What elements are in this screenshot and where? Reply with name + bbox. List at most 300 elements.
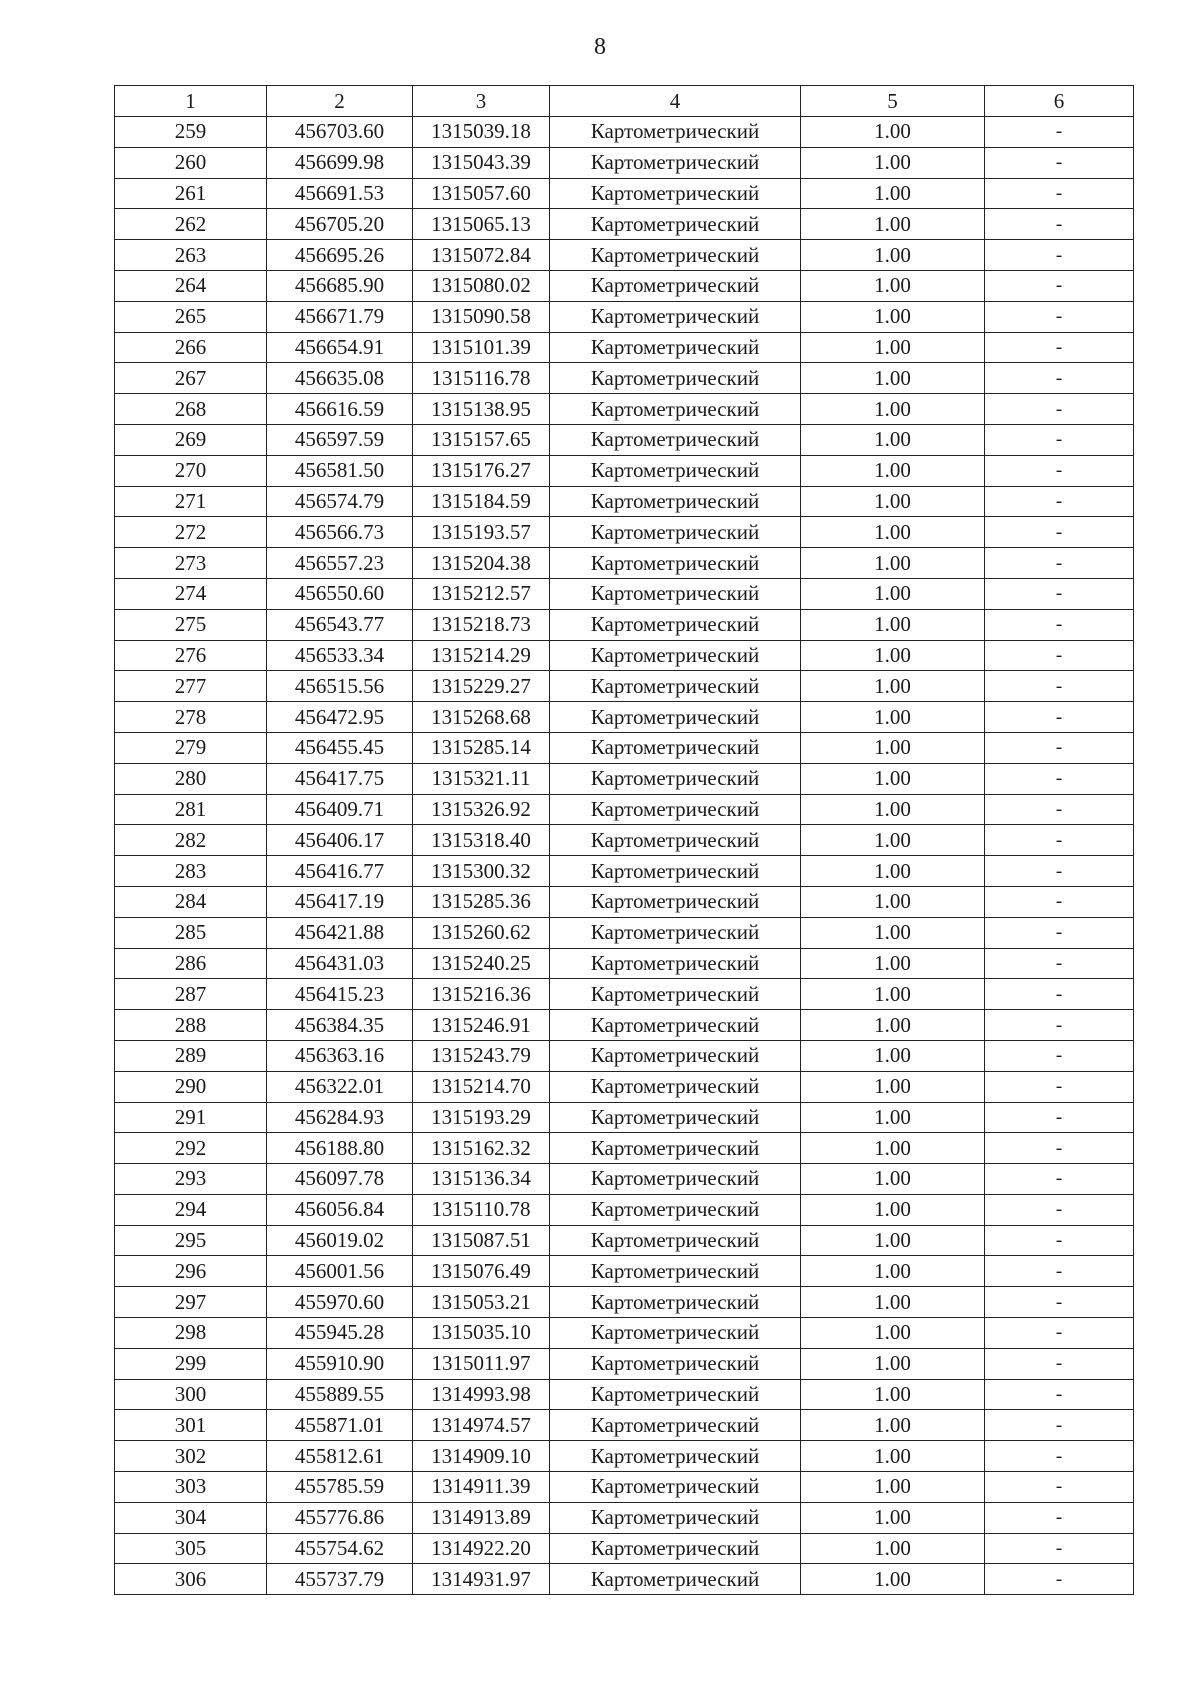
x-coordinate-cell: 456671.79 (267, 301, 413, 332)
point-number-cell: 302 (115, 1441, 267, 1472)
extra-cell: - (985, 240, 1134, 271)
method-cell: Картометрический (550, 1564, 801, 1595)
x-coordinate-cell: 455785.59 (267, 1472, 413, 1503)
point-number-cell: 281 (115, 794, 267, 825)
accuracy-cell: 1.00 (801, 1502, 985, 1533)
table-row (115, 424, 1134, 455)
extra-cell: - (985, 301, 1134, 332)
x-coordinate-cell: 456635.08 (267, 363, 413, 394)
table-row (115, 1225, 1134, 1256)
accuracy-cell: 1.00 (801, 886, 985, 917)
method-cell: Картометрический (550, 671, 801, 702)
accuracy-cell: 1.00 (801, 548, 985, 579)
accuracy-cell: 1.00 (801, 1564, 985, 1595)
method-cell: Картометрический (550, 1010, 801, 1041)
extra-cell: - (985, 1040, 1134, 1071)
table-row (115, 702, 1134, 733)
x-coordinate-cell: 456685.90 (267, 270, 413, 301)
y-coordinate-cell: 1315321.11 (413, 763, 550, 794)
extra-cell: - (985, 363, 1134, 394)
accuracy-cell: 1.00 (801, 117, 985, 148)
x-coordinate-cell: 456691.53 (267, 178, 413, 209)
table-row (115, 979, 1134, 1010)
extra-cell: - (985, 1194, 1134, 1225)
y-coordinate-cell: 1314922.20 (413, 1533, 550, 1564)
extra-cell: - (985, 671, 1134, 702)
y-coordinate-cell: 1315176.27 (413, 455, 550, 486)
extra-cell: - (985, 1348, 1134, 1379)
method-cell: Картометрический (550, 301, 801, 332)
accuracy-cell: 1.00 (801, 794, 985, 825)
y-coordinate-cell: 1315116.78 (413, 363, 550, 394)
point-number-cell: 296 (115, 1256, 267, 1287)
method-cell: Картометрический (550, 640, 801, 671)
x-coordinate-cell: 455812.61 (267, 1441, 413, 1472)
accuracy-cell: 1.00 (801, 270, 985, 301)
y-coordinate-cell: 1315043.39 (413, 147, 550, 178)
x-coordinate-cell: 456557.23 (267, 548, 413, 579)
table-row (115, 886, 1134, 917)
y-coordinate-cell: 1315076.49 (413, 1256, 550, 1287)
table-row (115, 1010, 1134, 1041)
table-row (115, 1379, 1134, 1410)
method-cell: Картометрический (550, 1040, 801, 1071)
x-coordinate-cell: 456705.20 (267, 209, 413, 240)
accuracy-cell: 1.00 (801, 702, 985, 733)
method-cell: Картометрический (550, 1102, 801, 1133)
table-body (115, 86, 1134, 1595)
table-row (115, 825, 1134, 856)
table-row (115, 917, 1134, 948)
x-coordinate-cell: 455754.62 (267, 1533, 413, 1564)
method-cell: Картометрический (550, 917, 801, 948)
point-number-cell: 303 (115, 1472, 267, 1503)
point-number-cell: 305 (115, 1533, 267, 1564)
x-coordinate-cell: 456406.17 (267, 825, 413, 856)
accuracy-cell: 1.00 (801, 578, 985, 609)
accuracy-cell: 1.00 (801, 455, 985, 486)
point-number-cell: 262 (115, 209, 267, 240)
accuracy-cell: 1.00 (801, 732, 985, 763)
method-cell: Картометрический (550, 1164, 801, 1195)
extra-cell: - (985, 1287, 1134, 1318)
table-row (115, 178, 1134, 209)
table-row (115, 763, 1134, 794)
point-number-cell: 292 (115, 1133, 267, 1164)
point-number-cell: 301 (115, 1410, 267, 1441)
y-coordinate-cell: 1315218.73 (413, 609, 550, 640)
extra-cell: - (985, 424, 1134, 455)
extra-cell: - (985, 609, 1134, 640)
table-row (115, 794, 1134, 825)
y-coordinate-cell: 1315285.14 (413, 732, 550, 763)
x-coordinate-cell: 455889.55 (267, 1379, 413, 1410)
point-number-cell: 266 (115, 332, 267, 363)
point-number-cell: 279 (115, 732, 267, 763)
accuracy-cell: 1.00 (801, 1225, 985, 1256)
method-cell: Картометрический (550, 1071, 801, 1102)
method-cell: Картометрический (550, 1410, 801, 1441)
y-coordinate-cell: 1315184.59 (413, 486, 550, 517)
x-coordinate-cell: 456001.56 (267, 1256, 413, 1287)
x-coordinate-cell: 456533.34 (267, 640, 413, 671)
accuracy-cell: 1.00 (801, 609, 985, 640)
accuracy-cell: 1.00 (801, 917, 985, 948)
x-coordinate-cell: 456409.71 (267, 794, 413, 825)
point-number-cell: 283 (115, 856, 267, 887)
x-coordinate-cell: 456581.50 (267, 455, 413, 486)
extra-cell: - (985, 117, 1134, 148)
x-coordinate-cell: 456574.79 (267, 486, 413, 517)
table-row (115, 1533, 1134, 1564)
y-coordinate-cell: 1315053.21 (413, 1287, 550, 1318)
method-cell: Картометрический (550, 209, 801, 240)
extra-cell: - (985, 1410, 1134, 1441)
x-coordinate-cell: 456188.80 (267, 1133, 413, 1164)
extra-cell: - (985, 1564, 1134, 1595)
method-cell: Картометрический (550, 763, 801, 794)
table-row (115, 1071, 1134, 1102)
extra-cell: - (985, 178, 1134, 209)
x-coordinate-cell: 456384.35 (267, 1010, 413, 1041)
accuracy-cell: 1.00 (801, 1379, 985, 1410)
point-number-cell: 270 (115, 455, 267, 486)
table-row (115, 1256, 1134, 1287)
table-row (115, 332, 1134, 363)
x-coordinate-cell: 456417.19 (267, 886, 413, 917)
coordinates-table (114, 85, 1134, 1595)
accuracy-cell: 1.00 (801, 1010, 985, 1041)
point-number-cell: 294 (115, 1194, 267, 1225)
extra-cell: - (985, 886, 1134, 917)
point-number-cell: 278 (115, 702, 267, 733)
y-coordinate-cell: 1315193.29 (413, 1102, 550, 1133)
extra-cell: - (985, 1441, 1134, 1472)
x-coordinate-cell: 456699.98 (267, 147, 413, 178)
table-row (115, 301, 1134, 332)
method-cell: Картометрический (550, 732, 801, 763)
accuracy-cell: 1.00 (801, 948, 985, 979)
accuracy-cell: 1.00 (801, 424, 985, 455)
y-coordinate-cell: 1315318.40 (413, 825, 550, 856)
point-number-cell: 269 (115, 424, 267, 455)
table-row (115, 1410, 1134, 1441)
extra-cell: - (985, 394, 1134, 425)
y-coordinate-cell: 1315204.38 (413, 548, 550, 579)
x-coordinate-cell: 456566.73 (267, 517, 413, 548)
accuracy-cell: 1.00 (801, 856, 985, 887)
accuracy-cell: 1.00 (801, 363, 985, 394)
x-coordinate-cell: 456515.56 (267, 671, 413, 702)
y-coordinate-cell: 1315057.60 (413, 178, 550, 209)
table-row (115, 486, 1134, 517)
y-coordinate-cell: 1315229.27 (413, 671, 550, 702)
method-cell: Картометрический (550, 332, 801, 363)
point-number-cell: 290 (115, 1071, 267, 1102)
accuracy-cell: 1.00 (801, 517, 985, 548)
x-coordinate-cell: 456417.75 (267, 763, 413, 794)
point-number-cell: 272 (115, 517, 267, 548)
x-coordinate-cell: 456415.23 (267, 979, 413, 1010)
x-coordinate-cell: 456654.91 (267, 332, 413, 363)
accuracy-cell: 1.00 (801, 1071, 985, 1102)
accuracy-cell: 1.00 (801, 1164, 985, 1195)
table-row (115, 1102, 1134, 1133)
table-header-row (115, 86, 1134, 117)
table-row (115, 117, 1134, 148)
method-cell: Картометрический (550, 856, 801, 887)
table-row (115, 147, 1134, 178)
accuracy-cell: 1.00 (801, 486, 985, 517)
point-number-cell: 298 (115, 1318, 267, 1349)
point-number-cell: 285 (115, 917, 267, 948)
x-coordinate-cell: 456597.59 (267, 424, 413, 455)
extra-cell: - (985, 486, 1134, 517)
point-number-cell: 267 (115, 363, 267, 394)
x-coordinate-cell: 456543.77 (267, 609, 413, 640)
extra-cell: - (985, 1164, 1134, 1195)
table-row (115, 671, 1134, 702)
y-coordinate-cell: 1315285.36 (413, 886, 550, 917)
point-number-cell: 260 (115, 147, 267, 178)
method-cell: Картометрический (550, 1533, 801, 1564)
x-coordinate-cell: 456363.16 (267, 1040, 413, 1071)
method-cell: Картометрический (550, 702, 801, 733)
point-number-cell: 268 (115, 394, 267, 425)
method-cell: Картометрический (550, 1194, 801, 1225)
y-coordinate-cell: 1315138.95 (413, 394, 550, 425)
y-coordinate-cell: 1315246.91 (413, 1010, 550, 1041)
extra-cell: - (985, 856, 1134, 887)
accuracy-cell: 1.00 (801, 1194, 985, 1225)
method-cell: Картометрический (550, 363, 801, 394)
y-coordinate-cell: 1315260.62 (413, 917, 550, 948)
y-coordinate-cell: 1315087.51 (413, 1225, 550, 1256)
table-row (115, 548, 1134, 579)
y-coordinate-cell: 1315136.34 (413, 1164, 550, 1195)
accuracy-cell: 1.00 (801, 178, 985, 209)
table-row (115, 1564, 1134, 1595)
point-number-cell: 261 (115, 178, 267, 209)
point-number-cell: 293 (115, 1164, 267, 1195)
x-coordinate-cell: 456550.60 (267, 578, 413, 609)
x-coordinate-cell: 456421.88 (267, 917, 413, 948)
x-coordinate-cell: 456322.01 (267, 1071, 413, 1102)
table-row (115, 1287, 1134, 1318)
accuracy-cell: 1.00 (801, 394, 985, 425)
method-cell: Картометрический (550, 1472, 801, 1503)
column-header: 3 (413, 86, 550, 117)
accuracy-cell: 1.00 (801, 979, 985, 1010)
accuracy-cell: 1.00 (801, 1102, 985, 1133)
table-row (115, 240, 1134, 271)
extra-cell: - (985, 763, 1134, 794)
x-coordinate-cell: 456616.59 (267, 394, 413, 425)
accuracy-cell: 1.00 (801, 301, 985, 332)
accuracy-cell: 1.00 (801, 825, 985, 856)
point-number-cell: 297 (115, 1287, 267, 1318)
method-cell: Картометрический (550, 794, 801, 825)
x-coordinate-cell: 456019.02 (267, 1225, 413, 1256)
y-coordinate-cell: 1315072.84 (413, 240, 550, 271)
table-row (115, 1194, 1134, 1225)
table-row (115, 1472, 1134, 1503)
extra-cell: - (985, 1133, 1134, 1164)
table-row (115, 578, 1134, 609)
extra-cell: - (985, 1225, 1134, 1256)
extra-cell: - (985, 209, 1134, 240)
y-coordinate-cell: 1315193.57 (413, 517, 550, 548)
point-number-cell: 284 (115, 886, 267, 917)
accuracy-cell: 1.00 (801, 1287, 985, 1318)
x-coordinate-cell: 455910.90 (267, 1348, 413, 1379)
accuracy-cell: 1.00 (801, 1133, 985, 1164)
y-coordinate-cell: 1315065.13 (413, 209, 550, 240)
extra-cell: - (985, 270, 1134, 301)
table-row (115, 1040, 1134, 1071)
column-header: 5 (801, 86, 985, 117)
accuracy-cell: 1.00 (801, 240, 985, 271)
method-cell: Картометрический (550, 147, 801, 178)
extra-cell: - (985, 455, 1134, 486)
y-coordinate-cell: 1315212.57 (413, 578, 550, 609)
point-number-cell: 291 (115, 1102, 267, 1133)
table-row (115, 517, 1134, 548)
point-number-cell: 276 (115, 640, 267, 671)
column-header: 1 (115, 86, 267, 117)
x-coordinate-cell: 455970.60 (267, 1287, 413, 1318)
table-row (115, 394, 1134, 425)
point-number-cell: 259 (115, 117, 267, 148)
extra-cell: - (985, 1502, 1134, 1533)
extra-cell: - (985, 979, 1134, 1010)
method-cell: Картометрический (550, 1502, 801, 1533)
point-number-cell: 304 (115, 1502, 267, 1533)
method-cell: Картометрический (550, 455, 801, 486)
method-cell: Картометрический (550, 578, 801, 609)
extra-cell: - (985, 825, 1134, 856)
accuracy-cell: 1.00 (801, 1441, 985, 1472)
y-coordinate-cell: 1314911.39 (413, 1472, 550, 1503)
point-number-cell: 288 (115, 1010, 267, 1041)
extra-cell: - (985, 517, 1134, 548)
point-number-cell: 264 (115, 270, 267, 301)
table-row (115, 732, 1134, 763)
point-number-cell: 289 (115, 1040, 267, 1071)
accuracy-cell: 1.00 (801, 1318, 985, 1349)
method-cell: Картометрический (550, 886, 801, 917)
method-cell: Картометрический (550, 1133, 801, 1164)
column-header: 2 (267, 86, 413, 117)
method-cell: Картометрический (550, 1318, 801, 1349)
y-coordinate-cell: 1315101.39 (413, 332, 550, 363)
y-coordinate-cell: 1315326.92 (413, 794, 550, 825)
table-row (115, 640, 1134, 671)
point-number-cell: 286 (115, 948, 267, 979)
point-number-cell: 280 (115, 763, 267, 794)
method-cell: Картометрический (550, 609, 801, 640)
y-coordinate-cell: 1315035.10 (413, 1318, 550, 1349)
method-cell: Картометрический (550, 117, 801, 148)
y-coordinate-cell: 1315214.70 (413, 1071, 550, 1102)
x-coordinate-cell: 455776.86 (267, 1502, 413, 1533)
column-header: 4 (550, 86, 801, 117)
y-coordinate-cell: 1315090.58 (413, 301, 550, 332)
y-coordinate-cell: 1315011.97 (413, 1348, 550, 1379)
extra-cell: - (985, 702, 1134, 733)
accuracy-cell: 1.00 (801, 640, 985, 671)
table-row (115, 1502, 1134, 1533)
y-coordinate-cell: 1315110.78 (413, 1194, 550, 1225)
point-number-cell: 300 (115, 1379, 267, 1410)
method-cell: Картометрический (550, 825, 801, 856)
method-cell: Картометрический (550, 948, 801, 979)
table-row (115, 1348, 1134, 1379)
method-cell: Картометрический (550, 486, 801, 517)
method-cell: Картометрический (550, 240, 801, 271)
method-cell: Картометрический (550, 1225, 801, 1256)
table-row (115, 1318, 1134, 1349)
extra-cell: - (985, 1379, 1134, 1410)
x-coordinate-cell: 456056.84 (267, 1194, 413, 1225)
point-number-cell: 273 (115, 548, 267, 579)
method-cell: Картометрический (550, 1256, 801, 1287)
table-row (115, 609, 1134, 640)
table-row (115, 455, 1134, 486)
y-coordinate-cell: 1315162.32 (413, 1133, 550, 1164)
x-coordinate-cell: 456284.93 (267, 1102, 413, 1133)
accuracy-cell: 1.00 (801, 763, 985, 794)
table-row (115, 856, 1134, 887)
extra-cell: - (985, 1256, 1134, 1287)
extra-cell: - (985, 147, 1134, 178)
table-row (115, 1164, 1134, 1195)
point-number-cell: 287 (115, 979, 267, 1010)
x-coordinate-cell: 456416.77 (267, 856, 413, 887)
accuracy-cell: 1.00 (801, 1533, 985, 1564)
y-coordinate-cell: 1315216.36 (413, 979, 550, 1010)
extra-cell: - (985, 1102, 1134, 1133)
point-number-cell: 299 (115, 1348, 267, 1379)
accuracy-cell: 1.00 (801, 209, 985, 240)
accuracy-cell: 1.00 (801, 1410, 985, 1441)
accuracy-cell: 1.00 (801, 1040, 985, 1071)
point-number-cell: 265 (115, 301, 267, 332)
accuracy-cell: 1.00 (801, 1472, 985, 1503)
table-row (115, 363, 1134, 394)
y-coordinate-cell: 1315157.65 (413, 424, 550, 455)
y-coordinate-cell: 1314993.98 (413, 1379, 550, 1410)
extra-cell: - (985, 1472, 1134, 1503)
extra-cell: - (985, 1071, 1134, 1102)
point-number-cell: 295 (115, 1225, 267, 1256)
x-coordinate-cell: 455737.79 (267, 1564, 413, 1595)
accuracy-cell: 1.00 (801, 147, 985, 178)
point-number-cell: 275 (115, 609, 267, 640)
extra-cell: - (985, 548, 1134, 579)
y-coordinate-cell: 1314974.57 (413, 1410, 550, 1441)
extra-cell: - (985, 948, 1134, 979)
extra-cell: - (985, 794, 1134, 825)
point-number-cell: 306 (115, 1564, 267, 1595)
point-number-cell: 263 (115, 240, 267, 271)
method-cell: Картометрический (550, 424, 801, 455)
y-coordinate-cell: 1315243.79 (413, 1040, 550, 1071)
y-coordinate-cell: 1315300.32 (413, 856, 550, 887)
method-cell: Картометрический (550, 979, 801, 1010)
point-number-cell: 274 (115, 578, 267, 609)
extra-cell: - (985, 332, 1134, 363)
